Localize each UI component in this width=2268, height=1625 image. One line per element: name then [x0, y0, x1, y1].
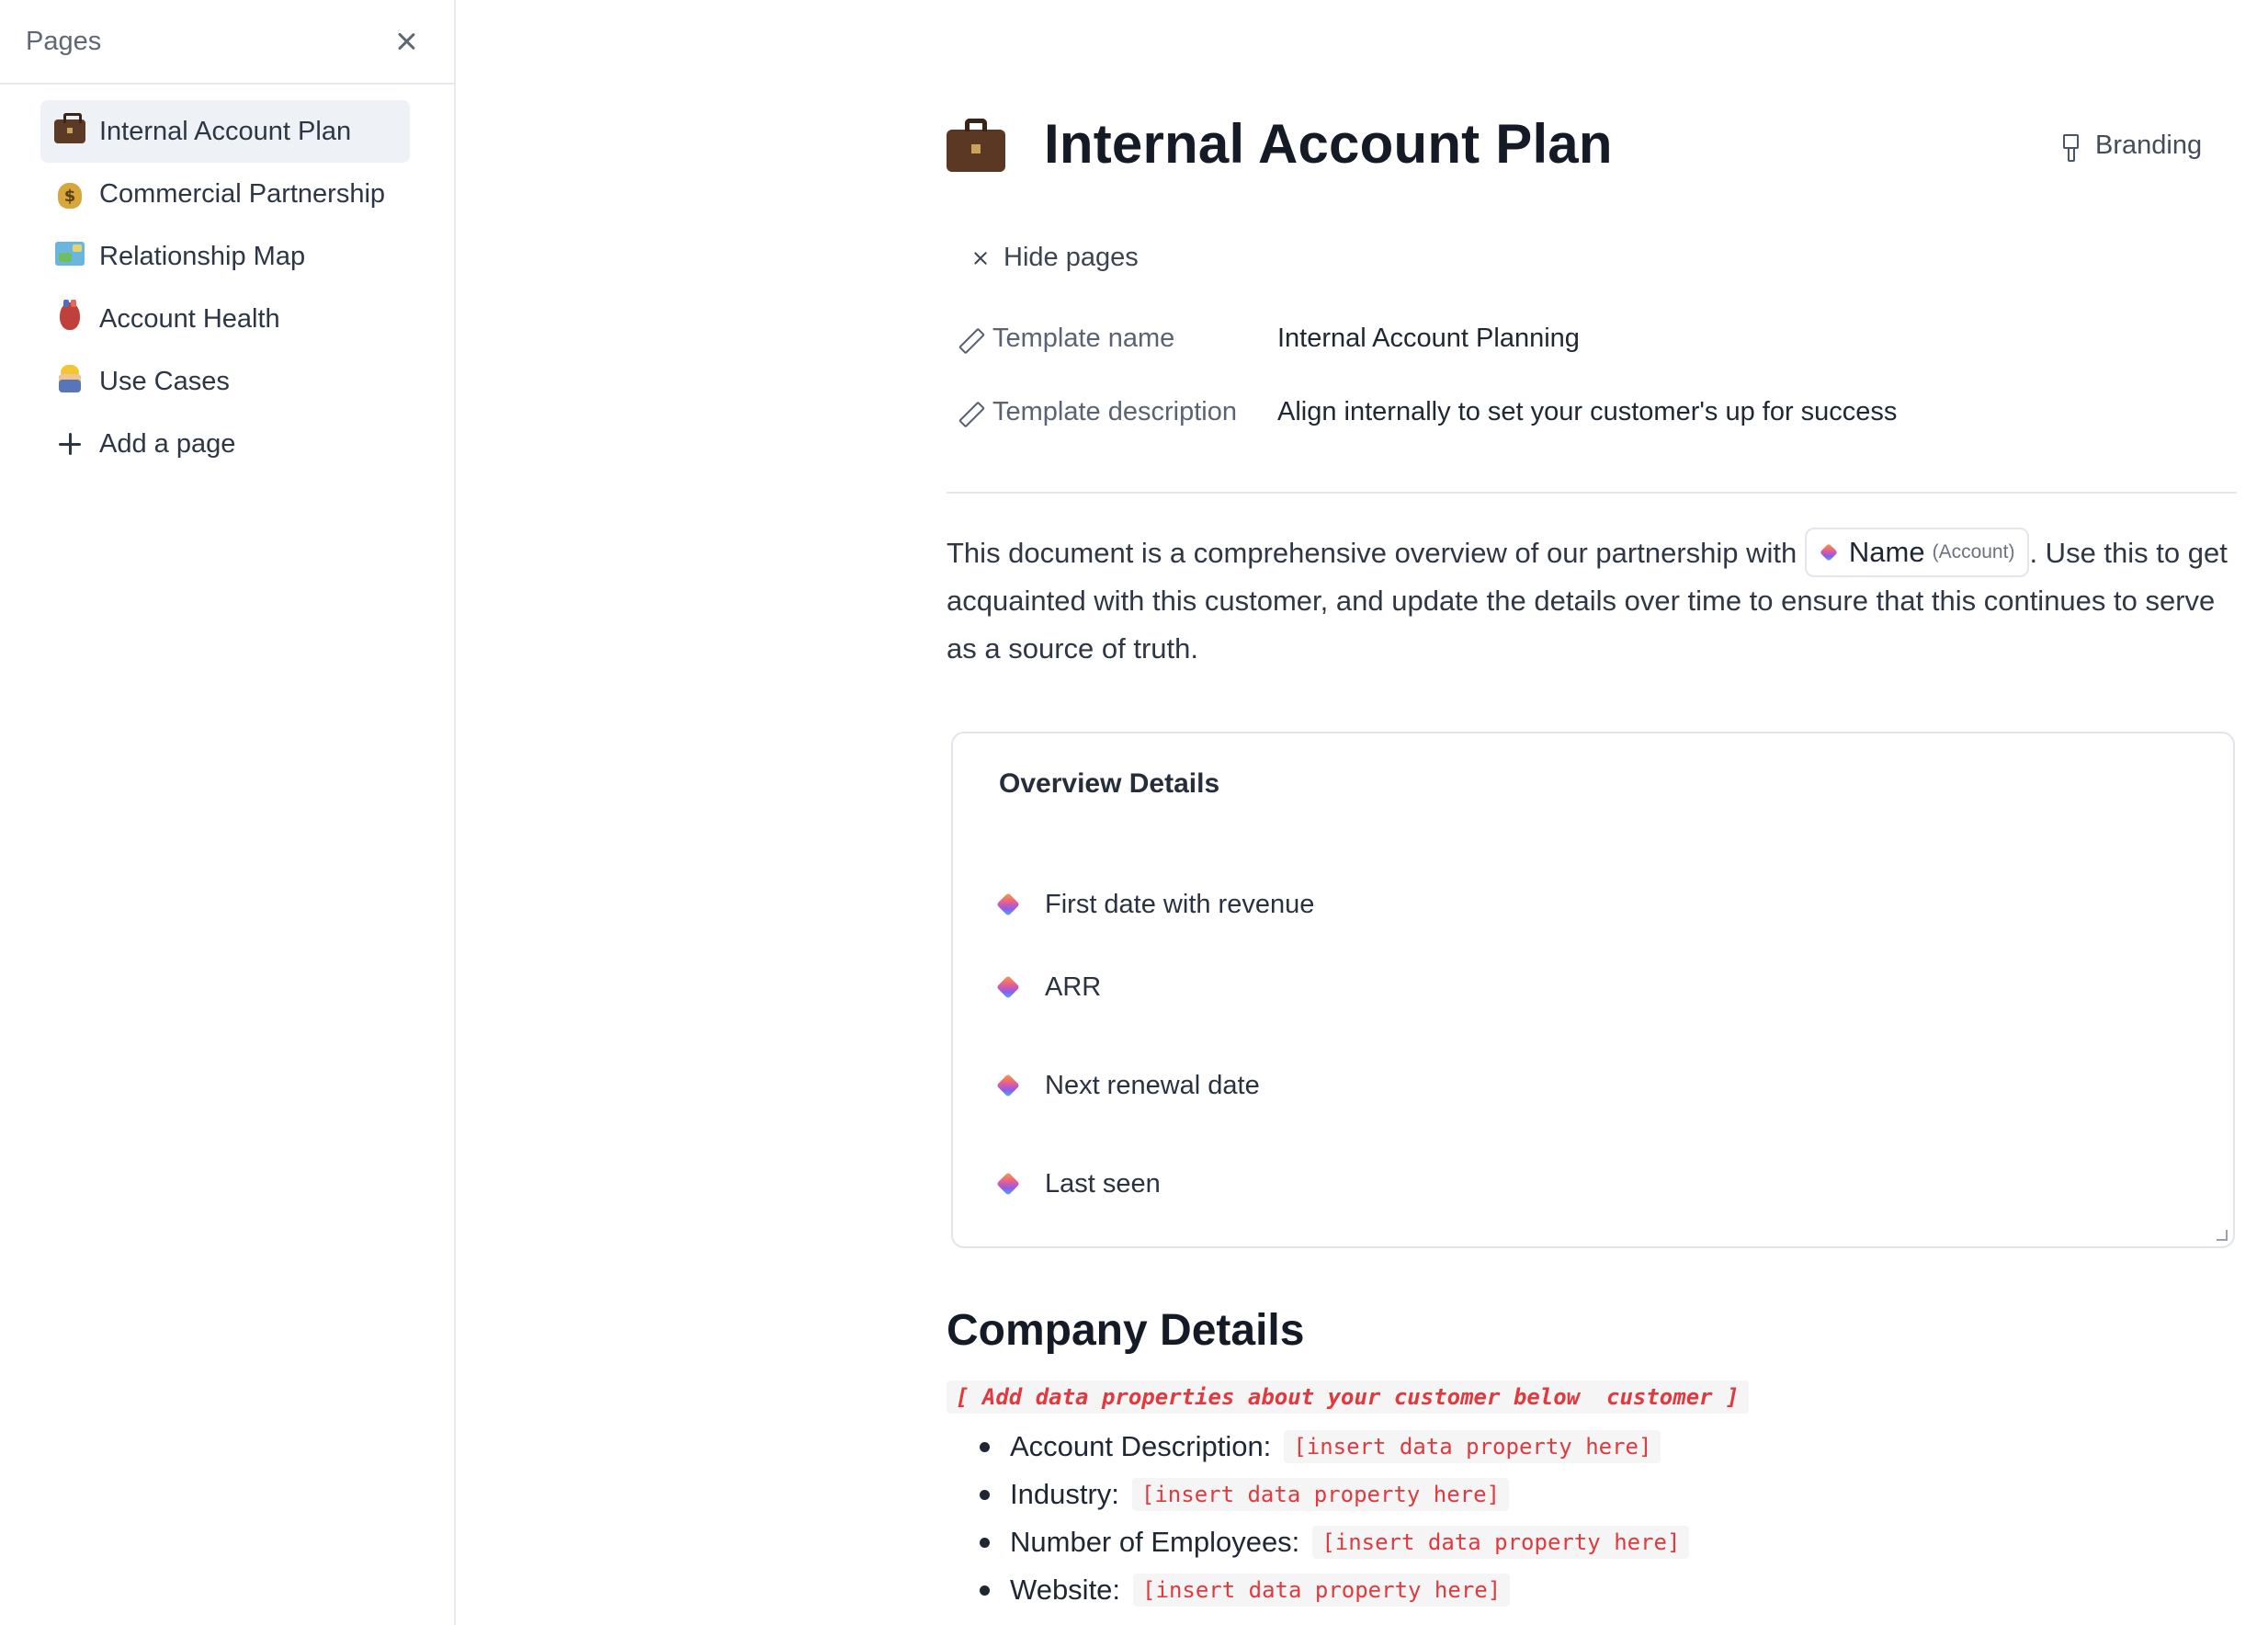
list-item-label: Website: [1010, 1574, 1121, 1606]
pencil-icon [958, 327, 981, 351]
plus-icon [40, 433, 99, 455]
sidebar-header [0, 0, 454, 85]
briefcase-icon [40, 114, 99, 149]
list-item[interactable] [980, 1423, 1689, 1471]
data-property-placeholder[interactable]: [insert data property here] [1284, 1430, 1661, 1463]
account-name-chip[interactable] [1805, 528, 2030, 577]
list-item[interactable] [980, 1518, 1689, 1566]
document-header [947, 112, 1613, 176]
sidebar-page-list [0, 85, 454, 475]
property-gem-icon [1820, 543, 1840, 562]
company-details-heading[interactable]: Company Details [947, 1306, 1305, 1355]
intro-text-before: This document is a comprehensive overview of our partnership with [947, 537, 1805, 569]
branding-label: Branding [2095, 131, 2203, 160]
add-page-button[interactable] [40, 413, 410, 475]
world-map-icon [40, 242, 99, 271]
chip-name: Name [1848, 535, 1925, 568]
chip-object-type: (Account) [1932, 540, 2015, 562]
sidebar-item-label: Use Cases [99, 366, 230, 396]
branding-button[interactable] [2060, 131, 2202, 161]
briefcase-icon[interactable] [947, 117, 1005, 172]
property-gem-icon [997, 1174, 1021, 1196]
property-first-date-with-revenue[interactable] [997, 890, 1314, 920]
pages-sidebar [0, 0, 456, 1625]
close-icon [972, 250, 989, 267]
sidebar-item-label: Internal Account Plan [99, 116, 352, 146]
template-description-row[interactable] [958, 397, 1897, 427]
property-gem-icon [997, 1075, 1021, 1097]
sidebar-item-use-cases[interactable] [40, 350, 410, 413]
resize-handle[interactable] [2217, 1230, 2228, 1241]
add-page-label: Add a page [99, 428, 236, 459]
sidebar-item-account-health[interactable] [40, 288, 410, 350]
template-name-value[interactable]: Internal Account Planning [1277, 324, 1580, 353]
list-item-label: Account Description: [1010, 1430, 1272, 1462]
list-item[interactable] [980, 1471, 1689, 1518]
overview-details-card[interactable] [951, 732, 2235, 1248]
company-details-list [980, 1423, 1689, 1614]
sidebar-title: Pages [26, 26, 102, 56]
sidebar-item-label: Account Health [99, 303, 280, 334]
paintbrush-icon [2060, 132, 2081, 160]
divider [947, 492, 2237, 494]
bullet-dot [980, 1538, 990, 1548]
property-gem-icon [997, 977, 1021, 999]
sidebar-item-internal-account-plan[interactable] [40, 100, 410, 163]
property-label: First date with revenue [1045, 890, 1315, 919]
property-arr[interactable] [997, 972, 1101, 1003]
hide-pages-label: Hide pages [1004, 243, 1139, 272]
property-label: Last seen [1045, 1169, 1161, 1199]
data-property-placeholder[interactable]: [insert data property here] [1312, 1526, 1689, 1559]
hide-pages-button[interactable] [972, 243, 1139, 273]
sidebar-item-commercial-partnership[interactable] [40, 163, 410, 225]
sidebar-item-relationship-map[interactable] [40, 225, 410, 288]
bullet-dot [980, 1585, 990, 1596]
pencil-icon [958, 401, 981, 425]
list-item-label: Number of Employees: [1010, 1526, 1300, 1558]
list-item[interactable] [980, 1566, 1689, 1614]
page-title[interactable]: Internal Account Plan [1044, 113, 1613, 175]
bullet-dot [980, 1490, 990, 1500]
property-last-seen[interactable] [997, 1169, 1161, 1199]
template-description-label: Template description [992, 397, 1237, 426]
instruction-code[interactable]: [ Add data properties about your customer below customer ] [947, 1381, 1749, 1414]
property-label: Next renewal date [1045, 1071, 1260, 1100]
anatomical-heart-icon [40, 302, 99, 335]
template-name-row[interactable] [958, 324, 1580, 354]
template-description-value[interactable]: Align internally to set your customer's up for success [1277, 397, 1898, 426]
bullet-dot [980, 1442, 990, 1452]
sidebar-item-label: Commercial Partnership [99, 178, 386, 209]
sidebar-item-label: Relationship Map [99, 241, 306, 271]
document-main [456, 0, 2268, 1625]
list-item-label: Industry: [1010, 1478, 1119, 1510]
overview-title: Overview Details [999, 768, 1220, 799]
property-label: ARR [1045, 972, 1102, 1002]
construction-worker-icon [40, 365, 99, 398]
data-property-placeholder[interactable]: [insert data property here] [1133, 1574, 1510, 1607]
template-name-label: Template name [992, 324, 1175, 353]
money-bag-icon: $ [40, 179, 99, 209]
intro-paragraph[interactable] [947, 529, 2242, 673]
close-icon[interactable] [393, 28, 419, 54]
property-gem-icon [997, 894, 1021, 916]
property-next-renewal-date[interactable] [997, 1071, 1260, 1101]
data-property-placeholder[interactable]: [insert data property here] [1132, 1478, 1509, 1511]
intro-text-after: . Use this to get acquainted with this customer, and update the details over time to ensure that this continues to serve as a source of truth. [947, 537, 2228, 665]
